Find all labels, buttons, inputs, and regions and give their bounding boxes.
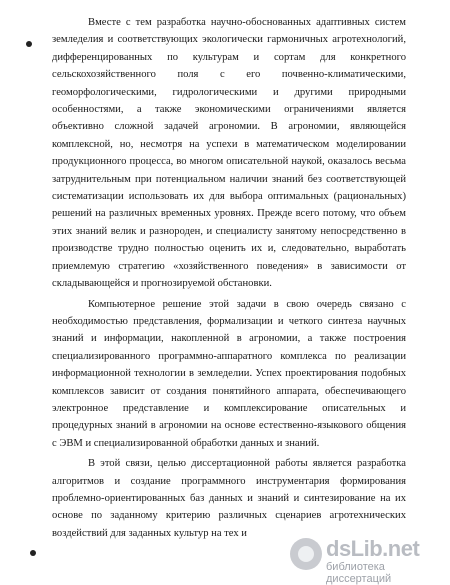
paragraph-1: Вместе с тем разработка научно-обоснованных адаптивных систем земледелия и соответствующих экологически гармоничных агротехнологий, дифференцированных по культурам и сортам для конкретного сельскохозяйственного поля с его почвенно-климатическими, геоморфологическими, гидрологическими и другими природными особенностями, а также экономическими ограничениями является объективно сложной задачей агрономии. В агрономии, являющейся комплексной, но, несмотря на успехи в математическом моделировании продукционного процесса, во многом описательной наукой, оказалось весьма затруднительным при потенциальном наличии знаний без соответствующей систематизации использовать их для выбора оптимальных (рациональных) решений на различных временных уровнях. Прежде всего потому, что объем этих знаний велик и разнороден, и специалисту занятому непосредственно в производстве трудно полностью оценить их и, следовательно, выработать приемлемую стратегию «хозяйственного поведения» в зависимости от складывающейся и прогнозируемой обстановки.	[52, 17, 406, 290]
paragraph-2: Компьютерное решение этой задачи в свою очередь связано с необходимостью представления, формализации и четкого синтеза научных знаний и информации, накопленной в агрономии, а также построения специализированного программно-аппаратного комплекса по реализации информационной технологии в земледелии. Успех проектирования подобных комплексов зависит от создания понятийного аппарата, обеспечивающего электронное представление и комплексирование описательных и процедурных знаний в агрономии на основе естественно-языкового общения с ЭВМ и специализированной обработки данных и знаний.	[52, 298, 406, 449]
binding-hole-mark	[30, 550, 36, 556]
paragraph-3: В этой связи, целью диссертационной работы является разработка алгоритмов и создание программного инструментария формирования проблемно-ориентированных баз данных и знаний и синтезирование на их основе по заданному критерию различных сценариев агротехнических воздействий для заданных культур на тех и	[52, 458, 406, 539]
watermark-subtitle: библиотека диссертаций	[326, 561, 392, 585]
watermark-logo-icon	[290, 538, 322, 570]
binding-hole-mark	[26, 41, 32, 47]
body-text	[52, 14, 406, 542]
watermark	[286, 536, 442, 585]
watermark-brand: dsLib.net	[326, 536, 420, 561]
